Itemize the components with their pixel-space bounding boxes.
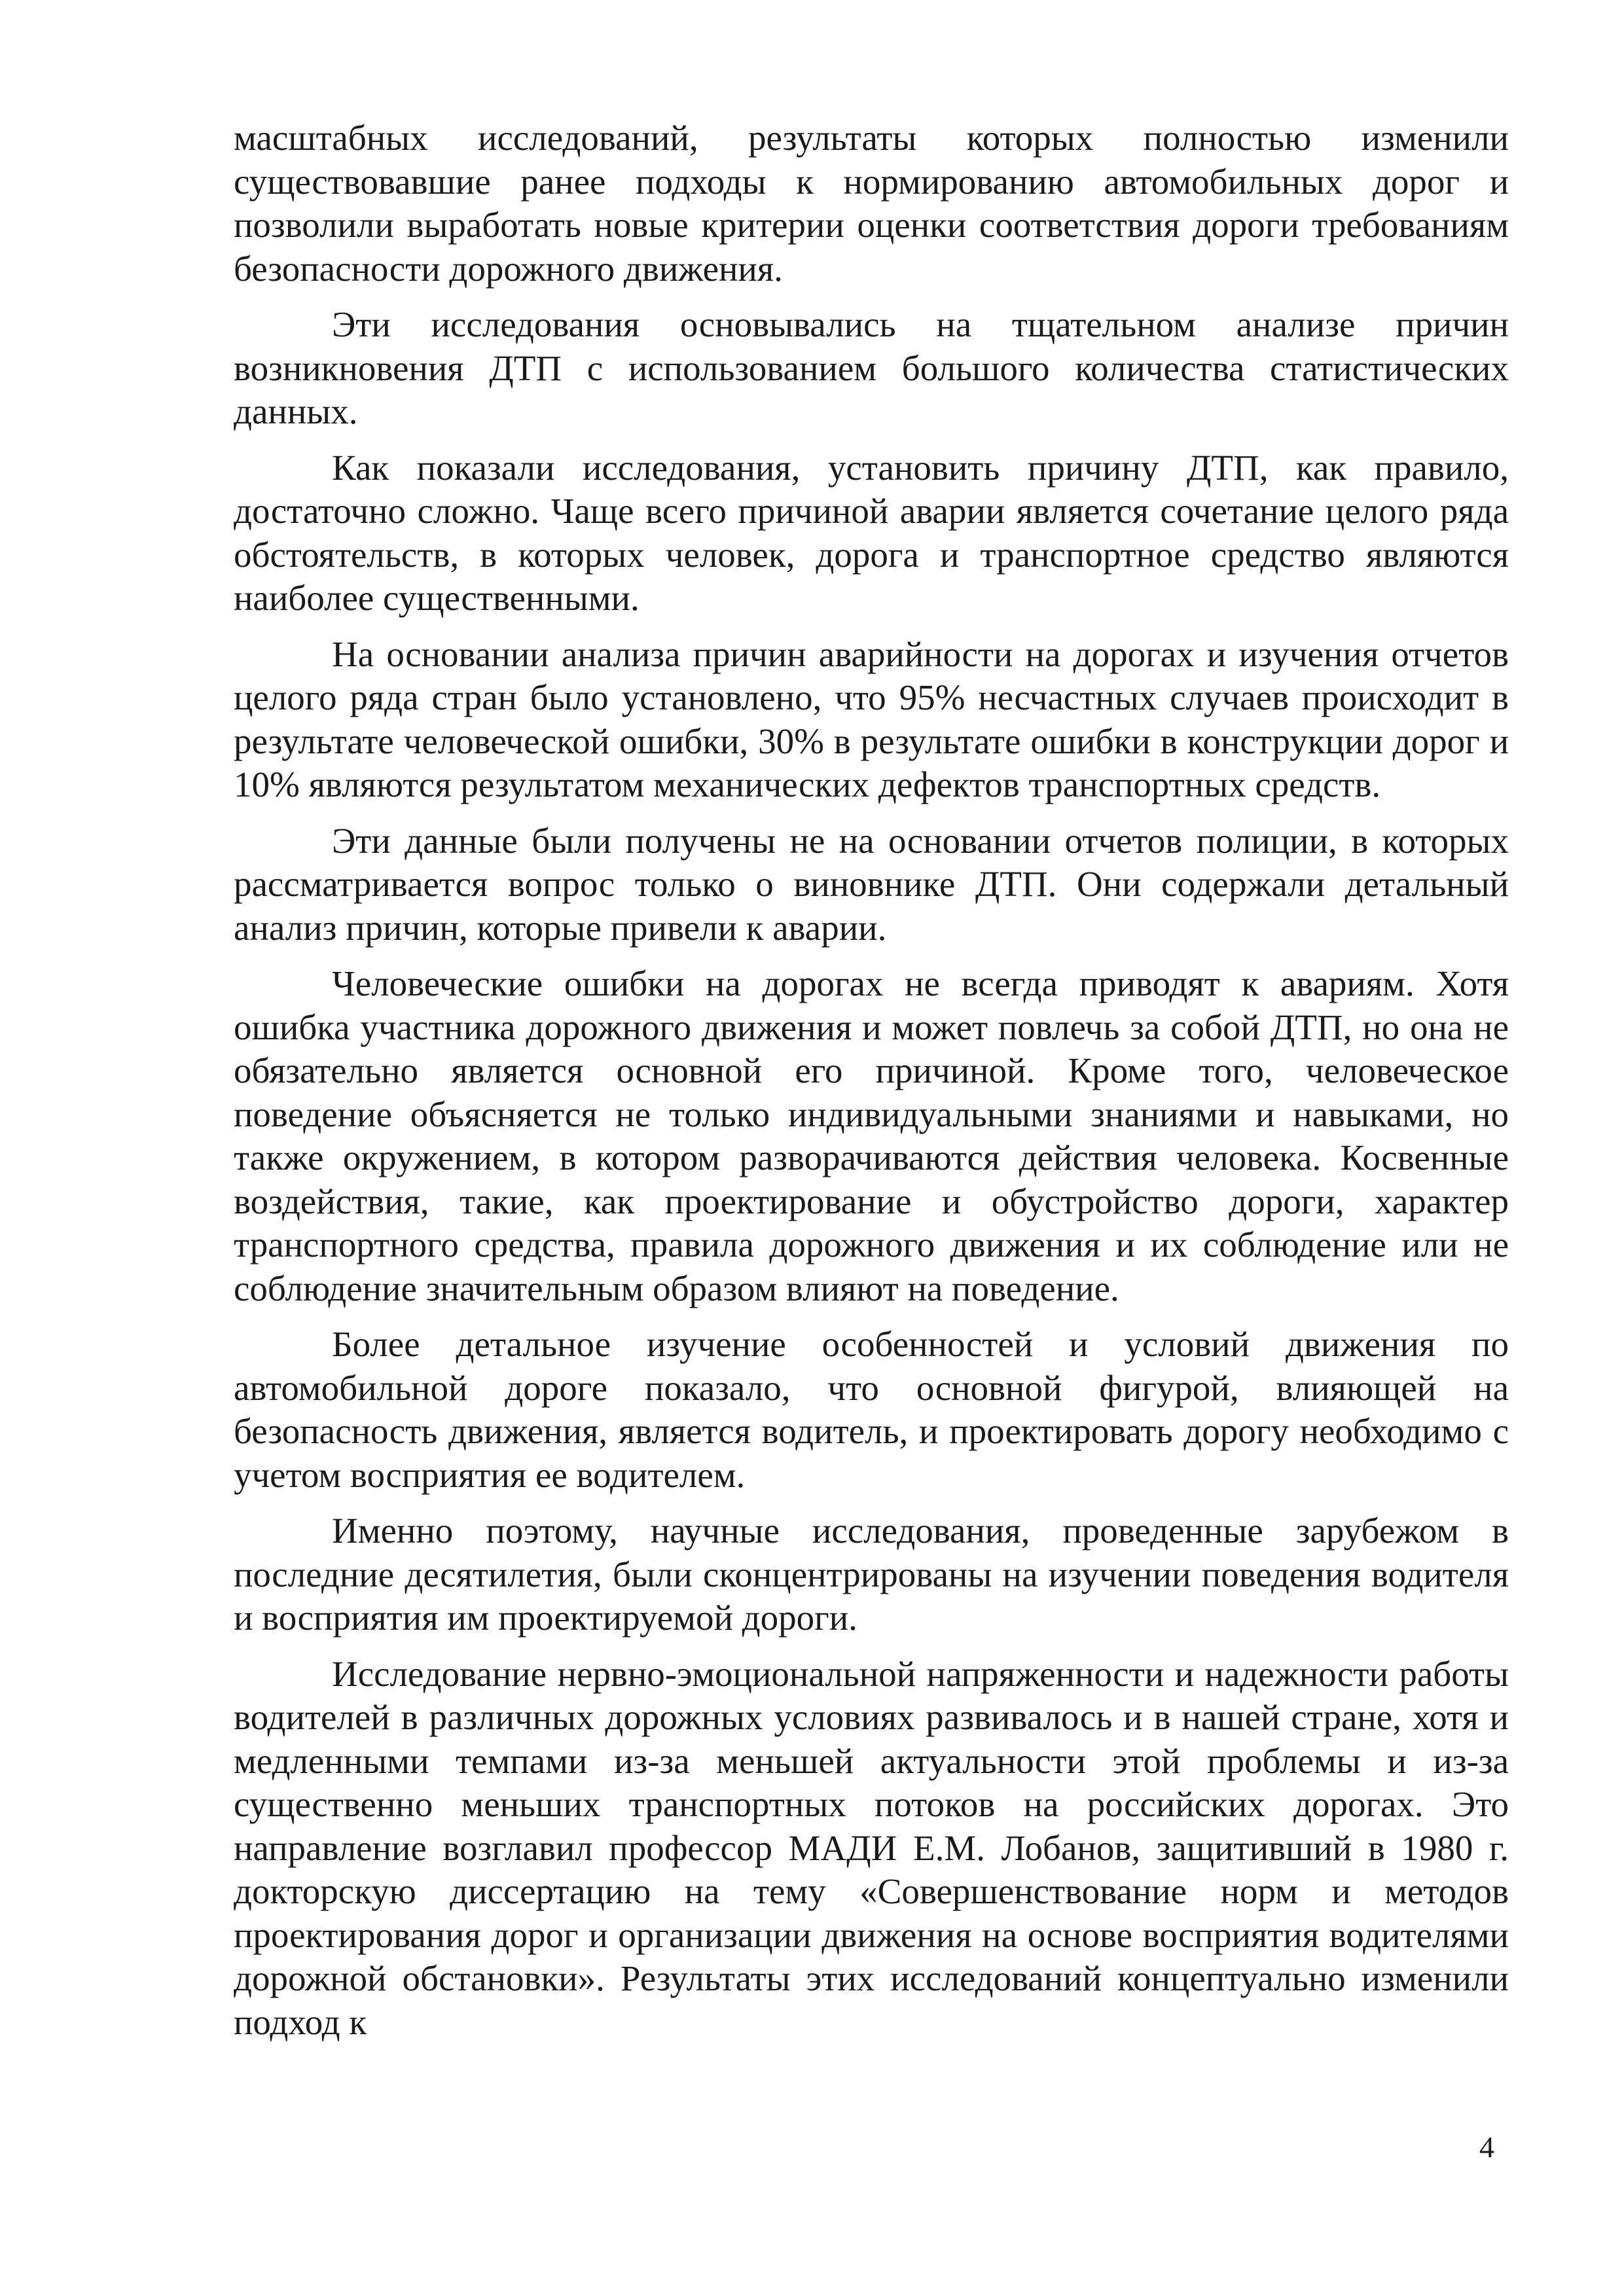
paragraph-5: Эти данные были получены не на основании отчетов полиции, в которых рассматривается вопрос только о виновнике ДТП. Они содержали детальный анализ причин, которые привели к аварии. xyxy=(234,820,1509,948)
paragraph-6: Человеческие ошибки на дорогах не всегда приводят к авариям. Хотя ошибка участника дорожного движения и может повлечь за собой ДТП, но она не обязательно является основной его причиной. Кроме того, человеческое поведение объясняется не только индивидуальными знаниями и навыками, но также окружением, в котором разворачиваются действия человека. Косвенные воздействия, такие, как проектирование и обустройство дороги, характер транспортного средства, правила дорожного движения и их соблюдение или не соблюдение значительным образом влияют на поведение. xyxy=(234,963,1509,1308)
paragraph-1: масштабных исследований, результаты которых полностью изменили существовавшие ранее подходы к нормированию автомобильных дорог и позволили выработать новые критерии оценки соответствия дороги требованиям безопасности дорожного движения. xyxy=(234,118,1509,289)
paragraph-8: Именно поэтому, научные исследования, проведенные зарубежом в последние десятилетия, были сконцентрированы на изучении поведения водителя и восприятия им проектируемой дороги. xyxy=(234,1511,1509,1638)
paragraph-3: Как показали исследования, установить причину ДТП, как правило, достаточно сложно. Чаще всего причиной аварии является сочетание целого ряда обстоятельств, в которых человек, дорога и транспортное средство являются наиболее существенными. xyxy=(234,447,1509,618)
page-number: 4 xyxy=(1479,2130,1494,2164)
body-text xyxy=(234,117,1509,2056)
paragraph-7: Более детальное изучение особенностей и условий движения по автомобильной дороге показало, что основной фигурой, влияющей на безопасность движения, является водитель, и проектировать дорогу необходимо с учетом восприятия ее водителем. xyxy=(234,1324,1509,1495)
paragraph-4: На основании анализа причин аварийности на дорогах и изучения отчетов целого ряда стран было установлено, что 95% несчастных случаев происходит в результате человеческой ошибки, 30% в результате ошибки в конструкции дорог и 10% являются результатом механических дефектов транспортных средств. xyxy=(234,634,1509,804)
paragraph-2: Эти исследования основывались на тщательном анализе причин возникновения ДТП с использованием большого количества статистических данных. xyxy=(234,304,1509,431)
paragraph-9: Исследование нервно-эмоциональной напряженности и надежности работы водителей в различных дорожных условиях развивалось и в нашей стране, хотя и медленными темпами из-за меньшей актуальности этой проблемы и из-за существенно меньших транспортных потоков на российских дорогах. Это направление возглавил профессор МАДИ Е.М. Лобанов, защитивший в 1980 г. докторскую диссертацию на тему «Совершенствование норм и методов проектирования дорог и организации движения на основе восприятия водителями дорожной обстановки». Результаты этих исследований концептуально изменили подход к xyxy=(234,1653,1509,2042)
